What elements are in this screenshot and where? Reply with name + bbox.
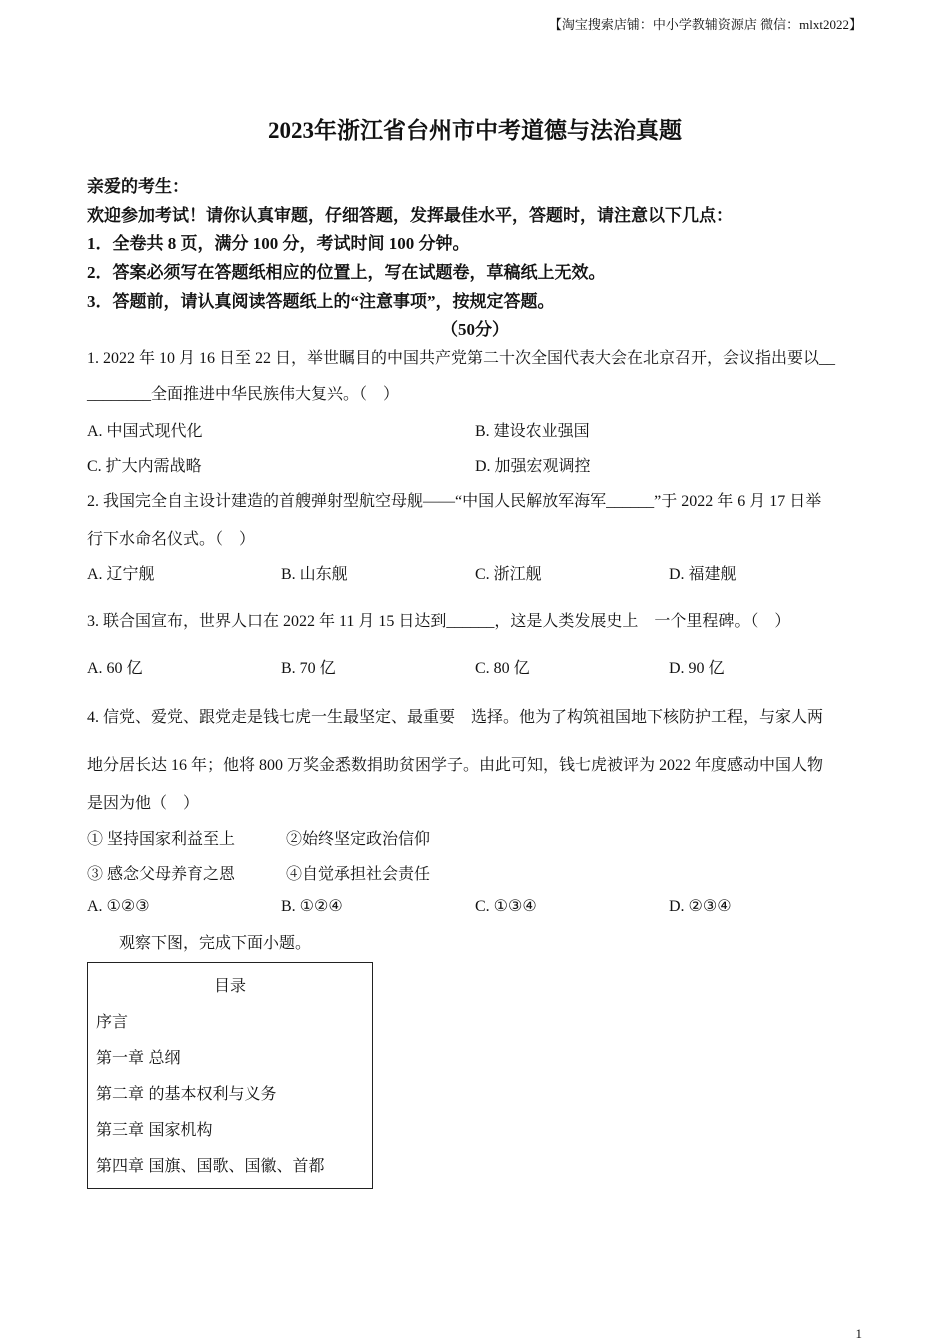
q3-option-b: B. 70 亿: [281, 660, 336, 677]
question-4-line-1: 4. 信党、爱党、跟党走是钱七虎一生最坚定、最重要 选择。他为了构筑祖国地下核防护工程，与家人两: [87, 709, 824, 726]
q4-statement-2: ②始终坚定政治信仰: [286, 831, 431, 848]
question-2-line-2: 行下水命名仪式。（ ）: [87, 531, 256, 548]
q1-option-c: C. 扩大内需战略: [87, 458, 202, 475]
question-4-line-3: 是因为他（ ）: [87, 795, 200, 812]
toc-item: 第三章 国家机构: [96, 1122, 213, 1139]
q4-option-a: A. ①②③: [87, 898, 150, 915]
note-2: 2．答案必须写在答题纸相应的位置上，写在试题卷，草稿纸上无效。: [87, 263, 606, 282]
question-1-line-1: 1. 2022 年 10 月 16 日至 22 日，举世瞩目的中国共产党第二十次全国代表大会在北京召开，会议指出要以__: [87, 350, 836, 367]
page-title: 2023年浙江省台州市中考道德与法治真题: [268, 118, 682, 143]
welcome-text: 欢迎参加考试！请你认真审题，仔细答题，发挥最佳水平，答题时，请注意以下几点：: [87, 206, 733, 225]
q1-option-d: D. 加强宏观调控: [475, 458, 591, 475]
q4-statement-4: ④自觉承担社会责任: [286, 866, 431, 883]
toc-item: 序言: [96, 1014, 129, 1031]
q1-option-a: A. 中国式现代化: [87, 423, 203, 440]
q3-option-c: C. 80 亿: [475, 660, 530, 677]
q2-option-c: C. 浙江舰: [475, 566, 542, 583]
q3-option-d: D. 90 亿: [669, 660, 725, 677]
q4-option-d: D. ②③④: [669, 898, 732, 915]
toc-item: 第二章 的基本权利与义务: [96, 1086, 277, 1103]
note-1: 1．全卷共 8 页，满分 100 分，考试时间 100 分钟。: [87, 234, 470, 253]
q4-option-c: C. ①③④: [475, 898, 537, 915]
question-1-line-2: ________全面推进中华民族伟大复兴。（ ）: [87, 386, 400, 403]
question-3-line-1: 3. 联合国宣布，世界人口在 2022 年 11 月 15 日达到______，这是人类发展史上 一个里程碑。（ ）: [87, 613, 791, 630]
question-2-line-1: 2. 我国完全自主设计建造的首艘弹射型航空母舰——“中国人民解放军海军______”于 2022 年 6 月 17 日举: [87, 493, 822, 510]
header-note: 【淘宝搜索店铺：中小学教辅资源店 微信：mlxt2022】: [548, 17, 862, 32]
q3-option-a: A. 60 亿: [87, 660, 143, 677]
q1-option-b: B. 建设农业强国: [475, 423, 590, 440]
note-3: 3．答题前，请认真阅读答题纸上的“注意事项”，按规定答题。: [87, 292, 555, 311]
toc-item: 第一章 总纲: [96, 1050, 181, 1067]
toc-title: 目录: [213, 978, 246, 995]
q2-option-b: B. 山东舰: [281, 566, 348, 583]
section-score: （50分）: [441, 320, 509, 339]
q4-statement-1: ① 坚持国家利益至上: [87, 831, 236, 848]
table-of-contents-box: [87, 962, 373, 1189]
q4-option-b: B. ①②④: [281, 898, 343, 915]
figure-intro: 观察下图，完成下面小题。: [119, 935, 312, 952]
q2-option-a: A. 辽宁舰: [87, 566, 155, 583]
greeting: 亲爱的考生：: [87, 177, 189, 196]
page-number: 1: [855, 1326, 862, 1341]
q4-statement-3: ③ 感念父母养育之恩: [87, 866, 236, 883]
toc-item: 第四章 国旗、国歌、国徽、首都: [96, 1158, 325, 1175]
question-4-line-2: 地分居长达 16 年；他将 800 万奖金悉数捐助贫困学子。由此可知，钱七虎被评为 2022 年度感动中国人物: [87, 757, 824, 774]
q2-option-d: D. 福建舰: [669, 566, 737, 583]
